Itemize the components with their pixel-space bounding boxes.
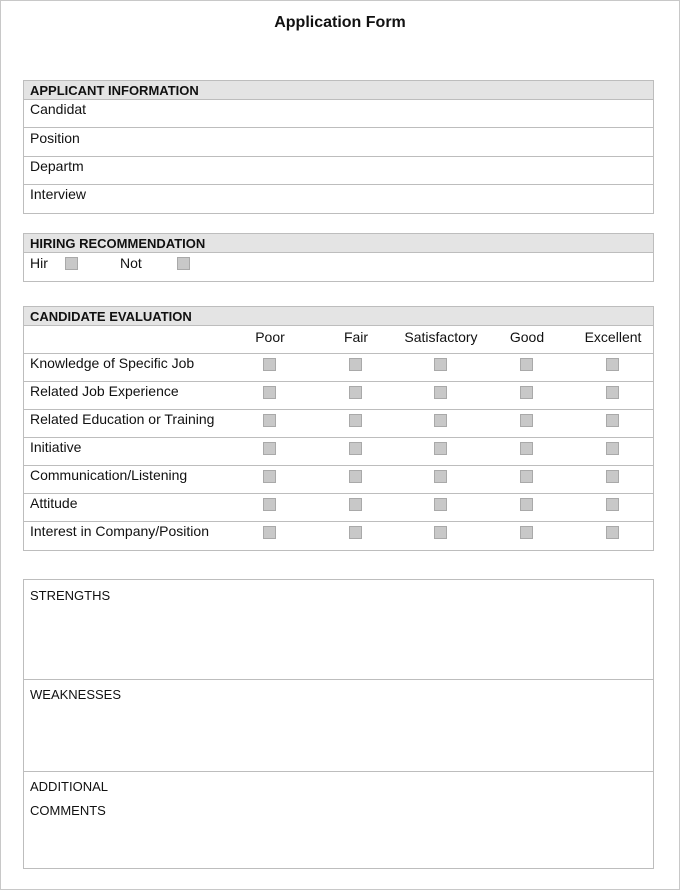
rating-checkbox-excellent[interactable] (606, 498, 619, 511)
option-label-not-hire: Not (120, 255, 142, 271)
rating-checkbox-excellent[interactable] (606, 386, 619, 399)
section-header: HIRING RECOMMENDATION (24, 234, 653, 253)
rating-checkbox-poor[interactable] (263, 470, 276, 483)
rating-checkbox-good[interactable] (520, 442, 533, 455)
evaluation-row (24, 354, 653, 382)
rating-checkbox-excellent[interactable] (606, 470, 619, 483)
criterion-label: Related Job Experience (30, 383, 179, 399)
rating-checkbox-satisfactory[interactable] (434, 498, 447, 511)
rating-checkbox-excellent[interactable] (606, 414, 619, 427)
rating-checkbox-poor[interactable] (263, 526, 276, 539)
rating-checkbox-poor[interactable] (263, 498, 276, 511)
field-department[interactable] (24, 157, 653, 185)
rating-checkbox-satisfactory[interactable] (434, 414, 447, 427)
additional-label: ADDITIONAL (30, 779, 109, 794)
evaluation-row (24, 466, 653, 494)
field-label: Interview (30, 186, 87, 202)
evaluation-row (24, 522, 653, 549)
weaknesses-label: WEAKNESSES (30, 687, 122, 702)
criterion-label: Initiative (30, 439, 82, 455)
rating-poor: Poor (255, 329, 285, 345)
criterion-label: Related Education or Training (30, 411, 215, 427)
hiring-recommendation-section (23, 233, 654, 282)
field-candidate[interactable] (24, 100, 653, 128)
rating-checkbox-good[interactable] (520, 526, 533, 539)
comments-label: COMMENTS (30, 803, 106, 818)
candidate-evaluation-section (23, 306, 654, 551)
rating-fair: Fair (343, 329, 369, 345)
rating-checkbox-excellent[interactable] (606, 526, 619, 539)
rating-checkbox-fair[interactable] (349, 470, 362, 483)
criterion-label: Attitude (30, 495, 78, 511)
rating-checkbox-satisfactory[interactable] (434, 358, 447, 371)
rating-checkbox-good[interactable] (520, 470, 533, 483)
rating-checkbox-fair[interactable] (349, 386, 362, 399)
rating-checkbox-fair[interactable] (349, 442, 362, 455)
rating-checkbox-poor[interactable] (263, 442, 276, 455)
page-title: Application Form (274, 14, 406, 31)
rating-excellent: Excellent (584, 329, 642, 345)
rating-checkbox-good[interactable] (520, 386, 533, 399)
rating-checkbox-satisfactory[interactable] (434, 470, 447, 483)
rating-checkbox-excellent[interactable] (606, 358, 619, 371)
field-interview[interactable] (24, 185, 653, 213)
not-hire-checkbox[interactable] (177, 257, 190, 270)
rating-good: Good (509, 329, 545, 345)
field-label: Departm (30, 158, 84, 174)
notes-section (23, 579, 654, 869)
rating-satisfactory: Satisfactory (404, 329, 478, 345)
rating-checkbox-satisfactory[interactable] (434, 526, 447, 539)
rating-checkbox-poor[interactable] (263, 386, 276, 399)
evaluation-row (24, 382, 653, 410)
additional-comments-field[interactable] (24, 772, 653, 868)
rating-checkbox-fair[interactable] (349, 414, 362, 427)
evaluation-row (24, 438, 653, 466)
rating-checkbox-fair[interactable] (349, 526, 362, 539)
field-label: Candidat (30, 101, 87, 117)
rating-checkbox-poor[interactable] (263, 414, 276, 427)
strengths-field[interactable] (24, 580, 653, 680)
evaluation-row (24, 410, 653, 438)
criterion-label: Interest in Company/Position (30, 523, 209, 539)
hire-checkbox[interactable] (65, 257, 78, 270)
applicant-information-section (23, 80, 654, 214)
criterion-label: Communication/Listening (30, 467, 188, 483)
rating-checkbox-excellent[interactable] (606, 442, 619, 455)
section-header: APPLICANT INFORMATION (24, 81, 653, 100)
rating-header-row (24, 326, 653, 354)
rating-checkbox-good[interactable] (520, 414, 533, 427)
strengths-label: STRENGTHS (30, 588, 111, 603)
section-header: CANDIDATE EVALUATION (24, 307, 653, 326)
field-position[interactable] (24, 128, 653, 157)
rating-checkbox-good[interactable] (520, 498, 533, 511)
field-label: Position (30, 130, 80, 146)
evaluation-row (24, 494, 653, 522)
criterion-label: Knowledge of Specific Job (30, 355, 195, 371)
rating-checkbox-good[interactable] (520, 358, 533, 371)
rating-checkbox-satisfactory[interactable] (434, 386, 447, 399)
option-label-hire: Hir (30, 255, 48, 271)
rating-checkbox-fair[interactable] (349, 498, 362, 511)
weaknesses-field[interactable] (24, 680, 653, 772)
rating-checkbox-satisfactory[interactable] (434, 442, 447, 455)
rating-checkbox-poor[interactable] (263, 358, 276, 371)
rating-checkbox-fair[interactable] (349, 358, 362, 371)
